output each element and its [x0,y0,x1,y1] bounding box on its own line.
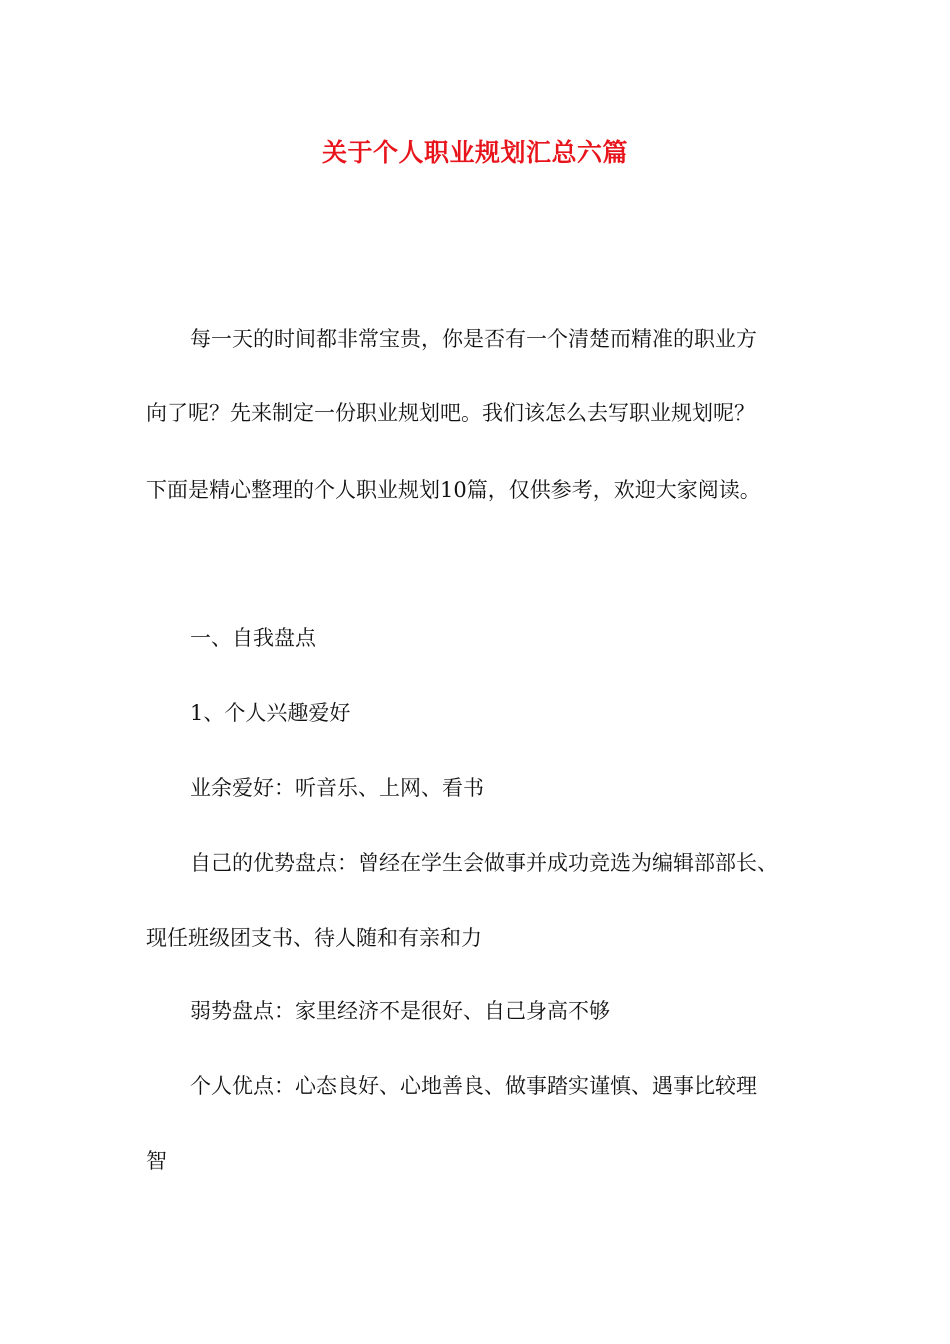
intro-line-2: 向了呢？先来制定一份职业规划吧。我们该怎么去写职业规划呢？ [146,401,755,425]
document-title: 关于个人职业规划汇总六篇 [321,138,628,167]
merits-line-1: 个人优点：心态良好、心地善良、做事踏实谨慎、遇事比较理 [190,1074,757,1098]
section-heading: 一、自我盘点 [190,626,316,650]
hobbies-text: 业余爱好：听音乐、上网、看书 [190,776,484,800]
intro-line-3: 下面是精心整理的个人职业规划10篇，仅供参考，欢迎大家阅读。 [146,478,761,502]
strengths-line-2: 现任班级团支书、待人随和有亲和力 [146,926,482,950]
strengths-line-1: 自己的优势盘点：曾经在学生会做事并成功竞选为编辑部部长、 [190,851,778,875]
intro-line-1: 每一天的时间都非常宝贵，你是否有一个清楚而精准的职业方 [190,327,757,351]
subsection-heading: 1、个人兴趣爱好 [190,701,351,725]
merits-line-2: 智 [146,1149,167,1173]
weaknesses-text: 弱势盘点：家里经济不是很好、自己身高不够 [190,999,610,1023]
